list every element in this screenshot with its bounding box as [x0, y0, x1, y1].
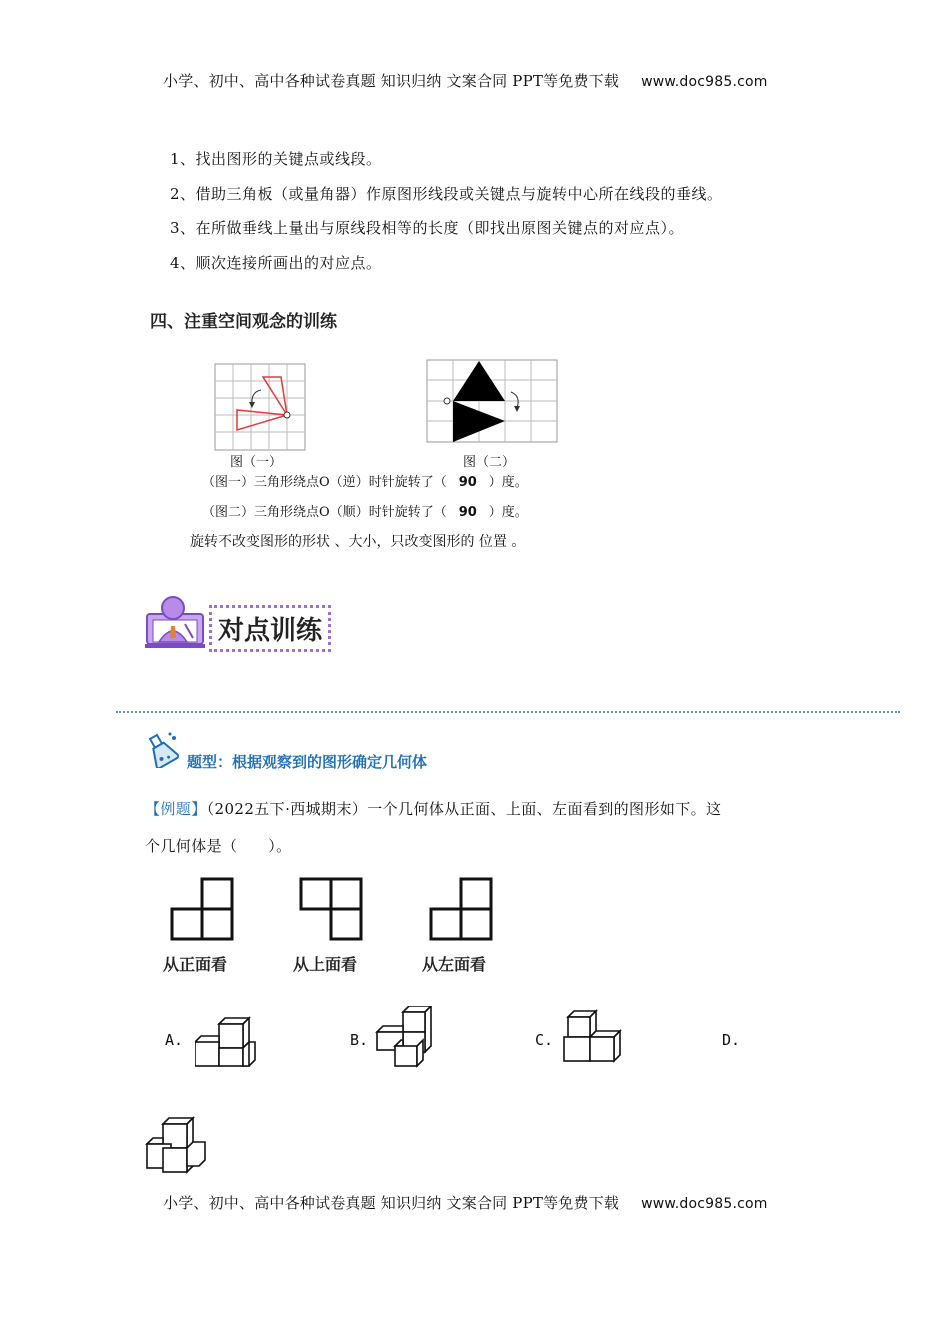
topic-label: 题型：根据观察到的图形确定几何体	[187, 753, 428, 771]
option-a-solid[interactable]	[195, 1012, 261, 1070]
page-header	[163, 70, 768, 91]
step-4: 4、顺次连接所画出的对应点。	[170, 254, 382, 272]
step-3: 3、在所做垂线上量出与原线段相等的长度（即找出原图关键点的对应点）。	[170, 219, 685, 237]
left-view	[429, 877, 495, 943]
question-line-1: 【例题】（2022五下·西城期末）一个几何体从正面、上面、左面看到的图形如下。这	[145, 800, 722, 818]
option-b-label[interactable]: B.	[350, 1031, 369, 1049]
footer-url[interactable]: www.doc985.com	[641, 1196, 768, 1212]
center-point	[444, 398, 450, 404]
step-2: 2、借助三角板（或量角器）作原图形线段或关键点与旋转中心所在线段的垂线。	[170, 185, 723, 203]
flask-icon	[143, 732, 179, 768]
step-1: 1、找出图形的关键点或线段。	[170, 150, 382, 168]
answer-line-2: （图二）三角形绕点O（顺）时针旋转了（ 90 ）度。	[202, 505, 528, 520]
rotation-summary: 旋转不改变图形的形状 、大小，只改变图形的 位置 。	[190, 534, 526, 550]
question-line-2: 个几何体是（ ）。	[145, 837, 292, 855]
option-b-solid[interactable]	[375, 1006, 437, 1068]
answer-line-1: （图一）三角形绕点O（逆）时针旋转了（ 90 ）度。	[202, 475, 528, 490]
rotation-figure-1	[213, 362, 313, 454]
teacher-icon	[145, 594, 207, 650]
header-text: 小学、初中、高中各种试卷真题 知识归纳 文案合同 PPT等免费下载	[163, 72, 620, 90]
section-title: 四、注重空间观念的训练	[150, 312, 337, 332]
section-divider	[116, 711, 900, 713]
option-a-label[interactable]: A.	[165, 1031, 184, 1049]
option-d-label[interactable]: D.	[722, 1031, 741, 1049]
direction-answer-1: 逆	[342, 475, 356, 490]
footer-text: 小学、初中、高中各种试卷真题 知识归纳 文案合同 PPT等免费下载	[163, 1194, 620, 1212]
center-point	[284, 412, 290, 418]
rotation-figure-2	[425, 358, 560, 446]
angle-answer-2: 90	[458, 505, 477, 520]
option-c-label[interactable]: C.	[535, 1031, 554, 1049]
rotation-arrow	[252, 390, 261, 404]
top-view	[299, 877, 365, 943]
rotated-triangle	[237, 410, 287, 430]
angle-answer-1: 90	[458, 475, 477, 490]
fig1-caption: 图（一）	[230, 455, 283, 470]
option-d-solid[interactable]	[145, 1116, 211, 1178]
rotation-arrow	[511, 392, 518, 408]
original-triangle	[453, 361, 505, 401]
fig2-caption: 图（二）	[463, 455, 516, 470]
option-c-solid[interactable]	[562, 1009, 624, 1065]
front-view-label: 从正面看	[163, 955, 228, 974]
front-view	[170, 877, 236, 943]
original-triangle	[263, 377, 287, 415]
training-label: 对点训练	[209, 605, 331, 652]
page-footer	[163, 1192, 768, 1213]
example-tag: 【例题】	[145, 800, 207, 818]
left-view-label: 从左面看	[422, 955, 487, 974]
header-url[interactable]: www.doc985.com	[641, 74, 768, 90]
top-view-label: 从上面看	[293, 955, 358, 974]
direction-answer-2: 顺	[342, 505, 356, 520]
